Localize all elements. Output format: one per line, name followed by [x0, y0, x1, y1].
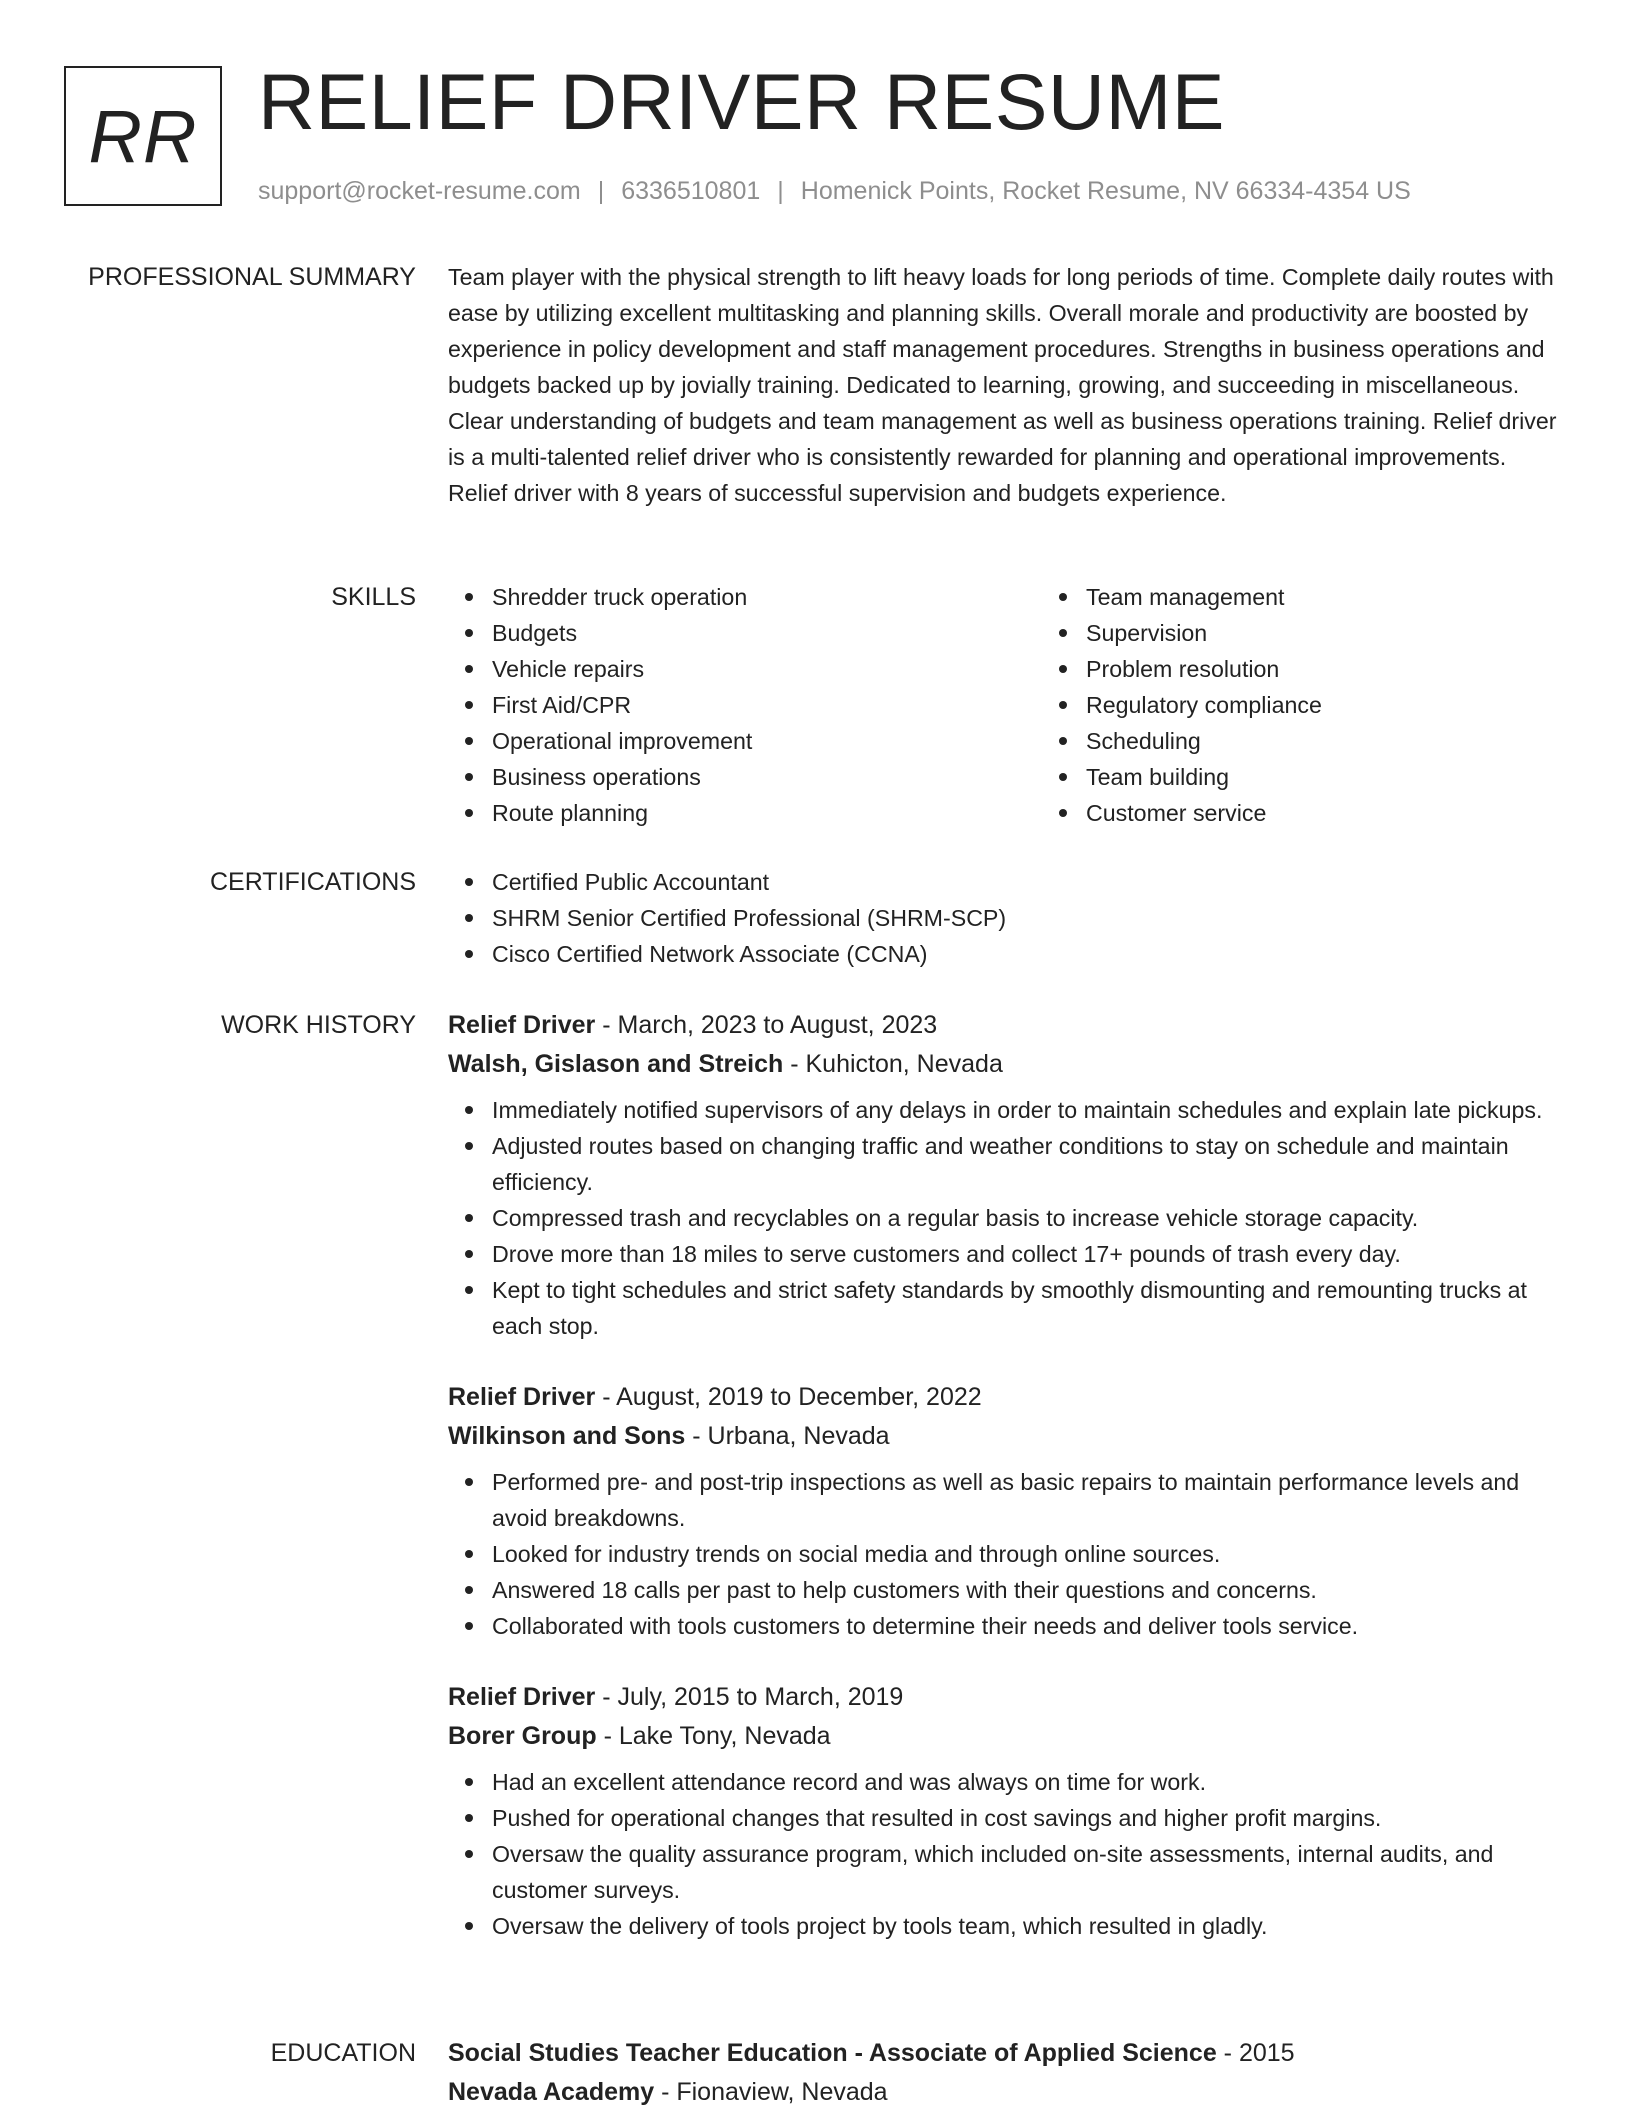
contact-line: [258, 174, 1411, 208]
job-duty: Adjusted routes based on changing traffic and weather conditions to stay on schedule and maintain efficiency.: [492, 1128, 1568, 1200]
job-title-line: [448, 1006, 1568, 1044]
skill-item: Vehicle repairs: [492, 651, 1042, 687]
contact-separator: |: [777, 177, 784, 205]
skill-item: Business operations: [492, 759, 1042, 795]
job-duty: Oversaw the delivery of tools project by tools team, which resulted in gladly.: [492, 1908, 1568, 1944]
certification-item: Cisco Certified Network Associate (CCNA): [492, 936, 1568, 972]
summary-text: Team player with the physical strength to lift heavy loads for long periods of time. Complete daily routes with ease by utilizing excellent multitasking and planning skills. Overall morale and productivity are boosted by experience in policy development and staff management procedures. Strengths in business operations and budgets backed up by jovially training. Dedicated to learning, growing, and succeeding in miscellaneous. Clear understanding of budgets and team management as well as business operations training. Relief driver is a multi-talented relief driver who is consistently rewarded for planning and operational improvements. Relief driver with 8 years of successful supervision and budgets experience.: [448, 264, 1557, 506]
education-school: Nevada Academy: [448, 2078, 655, 2106]
certifications-list: [448, 864, 1568, 972]
resume-title: RELIEF DRIVER RESUME: [258, 57, 1225, 146]
job-location: - Urbana, Nevada: [685, 1422, 890, 1450]
monogram-initials: RR: [88, 94, 198, 178]
certification-item: Certified Public Accountant: [492, 864, 1568, 900]
job-duty: Looked for industry trends on social media and through online sources.: [492, 1536, 1568, 1572]
skill-item: First Aid/CPR: [492, 687, 1042, 723]
job-duty: Immediately notified supervisors of any delays in order to maintain schedules and explain late pickups.: [492, 1092, 1568, 1128]
job-duties: [448, 1764, 1568, 1944]
skill-item: Route planning: [492, 795, 1042, 831]
skills-heading: SKILLS: [331, 583, 416, 611]
certifications-heading: CERTIFICATIONS: [209, 868, 416, 896]
skill-item: Scheduling: [1086, 723, 1632, 759]
contact-email[interactable]: support@rocket-resume.com: [258, 177, 581, 205]
skill-item: Customer service: [1086, 795, 1632, 831]
job-duty: Pushed for operational changes that resulted in cost savings and higher profit margins.: [492, 1800, 1568, 1836]
contact-phone[interactable]: 6336510801: [621, 177, 761, 205]
work-history-body: [448, 1006, 1568, 1978]
skills-columns: [448, 579, 1568, 831]
job-company-line: [448, 1044, 1568, 1084]
certification-item: SHRM Senior Certified Professional (SHRM-SCP): [492, 900, 1568, 936]
monogram-badge: [64, 66, 222, 206]
skills-list-right: [1042, 579, 1632, 831]
job-duty: Had an excellent attendance record and was always on time for work.: [492, 1764, 1568, 1800]
skill-item: Regulatory compliance: [1086, 687, 1632, 723]
job-location: - Kuhicton, Nevada: [783, 1050, 1003, 1078]
job-title: Relief Driver: [448, 1383, 596, 1411]
skill-item: Team building: [1086, 759, 1632, 795]
contact-separator: |: [597, 177, 605, 205]
job-duty: Compressed trash and recyclables on a regular basis to increase vehicle storage capacity.: [492, 1200, 1568, 1236]
job-duty: Drove more than 18 miles to serve customers and collect 17+ pounds of trash every day.: [492, 1236, 1568, 1272]
job-company: Borer Group: [448, 1722, 597, 1750]
job-company-line: [448, 1416, 1568, 1456]
job-duties: [448, 1464, 1568, 1644]
education-degree: Social Studies Teacher Education - Associate of Applied Science: [448, 2039, 1217, 2067]
job-title-line: [448, 1678, 1568, 1716]
job-dates: - March, 2023 to August, 2023: [595, 1011, 938, 1039]
job-title: Relief Driver: [448, 1683, 596, 1711]
job-title-line: [448, 1378, 1568, 1416]
education-location: - Fionaview, Nevada: [654, 2078, 888, 2106]
job-duty: Answered 18 calls per past to help customers with their questions and concerns.: [492, 1572, 1568, 1608]
education-heading: EDUCATION: [270, 2039, 416, 2067]
job-location: - Lake Tony, Nevada: [596, 1722, 831, 1750]
contact-address: Homenick Points, Rocket Resume, NV 66334-4354 US: [800, 177, 1411, 205]
education-body: [448, 2034, 1568, 2120]
job-company: Wilkinson and Sons: [448, 1422, 686, 1450]
job-duty: Kept to tight schedules and strict safety standards by smoothly dismounting and remounting trucks at each stop.: [492, 1272, 1568, 1344]
skill-item: Operational improvement: [492, 723, 1042, 759]
job-duty: Oversaw the quality assurance program, which included on-site assessments, internal audits, and customer surveys.: [492, 1836, 1568, 1908]
job-duty: Performed pre- and post-trip inspections as well as basic repairs to maintain performance levels and avoid breakdowns.: [492, 1464, 1568, 1536]
job-entry: [448, 1006, 1568, 1344]
skill-item: Supervision: [1086, 615, 1632, 651]
job-entry: [448, 1378, 1568, 1644]
education-year: - 2015: [1216, 2039, 1295, 2067]
job-company: Walsh, Gislason and Streich: [448, 1050, 784, 1078]
summary-body: [448, 259, 1568, 511]
certifications-body: [448, 864, 1568, 972]
skill-item: Shredder truck operation: [492, 579, 1042, 615]
job-title: Relief Driver: [448, 1011, 596, 1039]
job-company-line: [448, 1716, 1568, 1756]
skill-item: Team management: [1086, 579, 1632, 615]
summary-heading: PROFESSIONAL SUMMARY: [88, 263, 416, 291]
job-dates: - August, 2019 to December, 2022: [595, 1383, 982, 1411]
skill-item: Budgets: [492, 615, 1042, 651]
work-history-heading: WORK HISTORY: [221, 1011, 416, 1039]
job-duties: [448, 1092, 1568, 1344]
education-degree-line: [448, 2034, 1568, 2072]
job-duty: Collaborated with tools customers to determine their needs and deliver tools service.: [492, 1608, 1568, 1644]
education-school-line: [448, 2072, 1568, 2112]
job-entry: [448, 1678, 1568, 1944]
skill-item: Problem resolution: [1086, 651, 1632, 687]
skills-list-left: [448, 579, 1042, 831]
job-dates: - July, 2015 to March, 2019: [595, 1683, 904, 1711]
